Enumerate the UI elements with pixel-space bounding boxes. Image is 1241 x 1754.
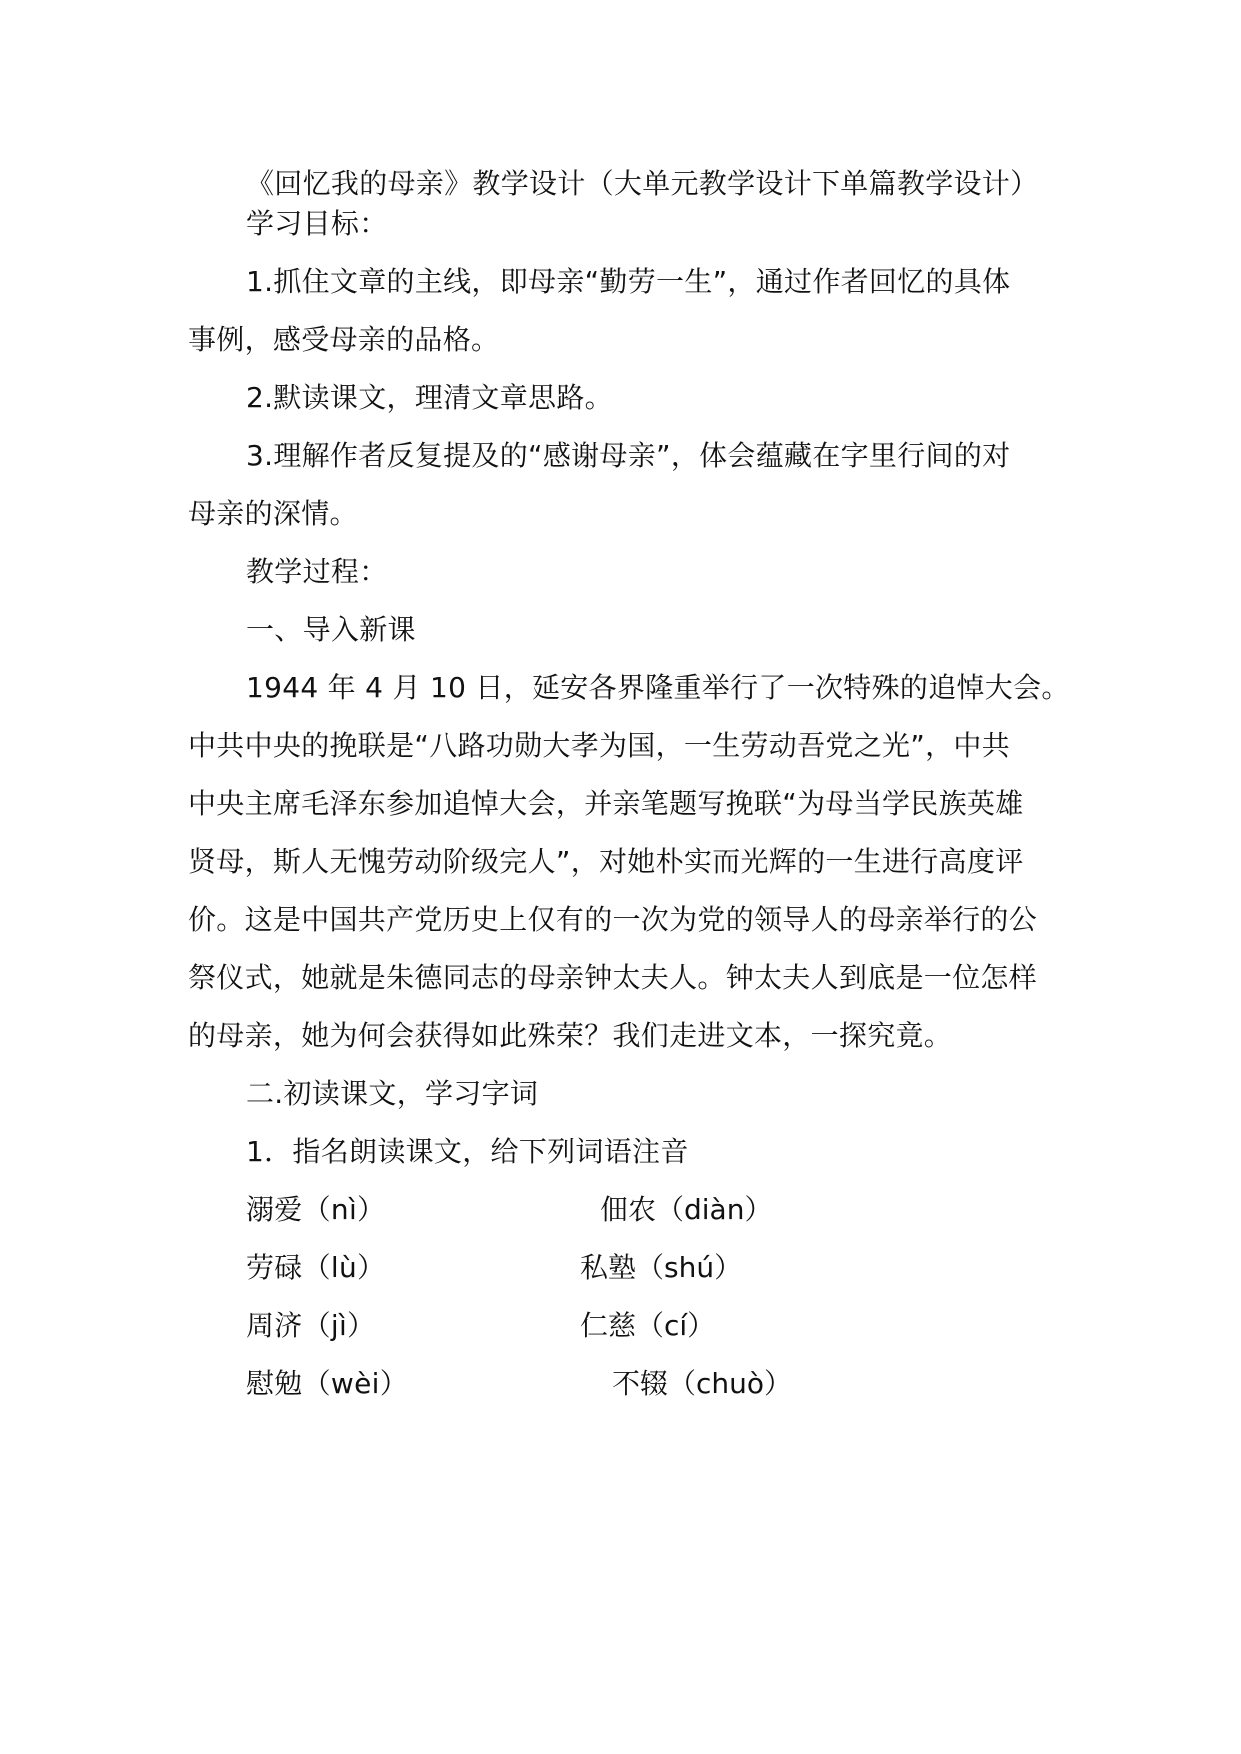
vocab-item: 不辍（chuò） [612,1367,793,1400]
process-heading: 教学过程： [246,555,388,588]
goal-1-line-2: 事例，感受母亲的品格。 [188,323,500,356]
vocab-item: 周济（jì） [246,1309,376,1342]
intro-line: 价。这是中国共产党历史上仅有的一次为党的领导人的母亲举行的公 [188,903,1038,936]
goal-1-line-1: 1.抓住文章的主线，即母亲“勤劳一生”，通过作者回忆的具体 [246,265,1011,298]
document-title: 《回忆我的母亲》教学设计（大单元教学设计下单篇教学设计） [246,167,1039,200]
vocab-item: 仁慈（cí） [580,1309,716,1342]
goal-3-line-2: 母亲的深情。 [188,497,358,530]
goals-heading: 学习目标： [246,207,388,240]
intro-line: 中央主席毛泽东参加追悼大会，并亲笔题写挽联“为母当学民族英雄 [188,787,1024,820]
intro-line: 中共中央的挽联是“八路功勋大孝为国，一生劳动吾党之光”，中共 [188,729,1011,762]
section-1-heading: 一、导入新课 [246,613,416,646]
intro-line: 1944 年 4 月 10 日，延安各界隆重举行了一次特殊的追悼大会。 [246,671,1070,704]
goal-3-line-1: 3.理解作者反复提及的“感谢母亲”，体会蕴藏在字里行间的对 [246,439,1011,472]
vocab-item: 佃农（diàn） [600,1193,773,1226]
section-2-heading: 二.初读课文，学习字词 [246,1077,539,1110]
intro-line: 祭仪式，她就是朱德同志的母亲钟太夫人。钟太夫人到底是一位怎样 [188,961,1038,994]
task-1: 1．指名朗读课文，给下列词语注音 [246,1135,689,1168]
intro-line: 贤母，斯人无愧劳动阶级完人”，对她朴实而光辉的一生进行高度评 [188,845,1024,878]
vocab-item: 劳碌（lù） [246,1251,386,1284]
intro-line: 的母亲，她为何会获得如此殊荣？我们走进文本，一探究竟。 [188,1019,953,1052]
vocab-item: 溺爱（nì） [246,1193,386,1226]
vocab-item: 慰勉（wèi） [246,1367,409,1400]
goal-2: 2.默读课文，理清文章思路。 [246,381,613,414]
vocab-item: 私塾（shú） [580,1251,743,1284]
